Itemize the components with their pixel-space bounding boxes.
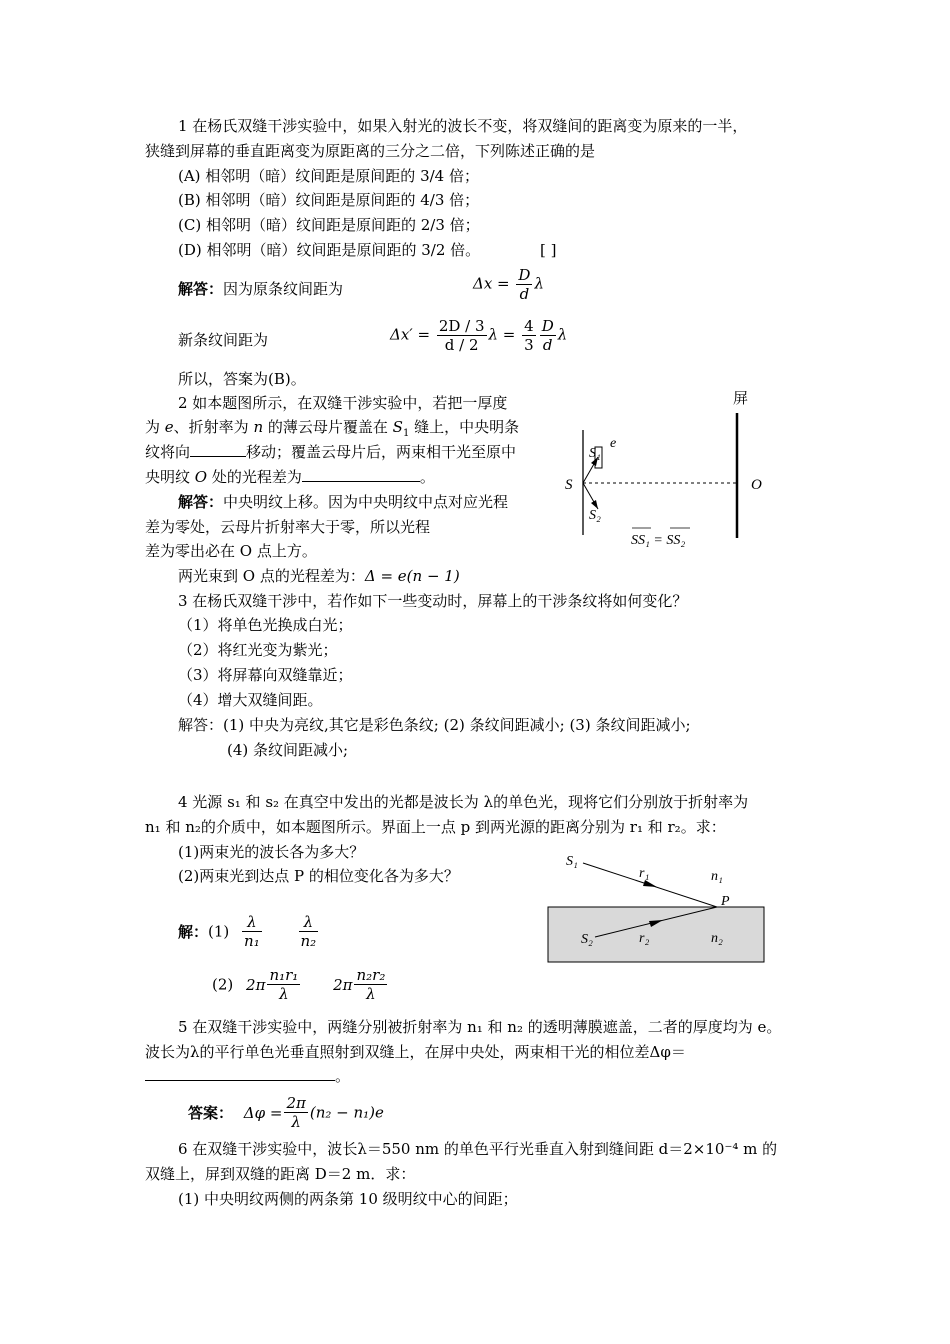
q1-new-label: 新条纹间距为	[178, 331, 269, 349]
q1-formula2-fraction1: $\frac{2D / 3}{d / 2}$	[438, 317, 485, 354]
q1-option-d: (D) 相邻明（暗）纹间距是原间距的 3/2 倍。	[178, 241, 481, 259]
q4-media-figure	[545, 845, 770, 970]
q2-answer2: 差为零处，云母片折射率大于零，所以光程	[145, 518, 431, 536]
q4-sub1: (1)两束光的波长各为多大？	[178, 843, 365, 861]
q4-answer2-fraction2: $\frac{\text{n₂r₂}}{\lambda}$	[356, 966, 386, 1003]
q2-fig-s: S	[565, 477, 573, 493]
q1-answer	[178, 279, 343, 299]
q4-fig-r2: r₂	[639, 931, 650, 946]
q2-line3: 纹将向 移动；覆盖云母片后，两束相干光至原中	[145, 443, 517, 461]
q1-formula2-fraction2: $\frac{4}{3}$	[524, 317, 534, 354]
q2-double-slit-figure	[555, 385, 785, 555]
q6-sub1: (1) 中央明纹两侧的两条第 10 级明纹中心的间距；	[178, 1190, 518, 1208]
q4-line2: n₁ 和 n₂的介质中，如本题图所示。界面上一点 p 到两光源的距离分别为 r₁ 和 r₂。求：	[145, 818, 726, 836]
q4-answer1: 解：(1) $\frac{\lambda}{\text{n₁}}$ $\frac{\lambda}{\text{n₂}}$	[178, 913, 317, 950]
q2-answer4: 两光束到 O 点的光程差为：Δ = e(n − 1)	[178, 567, 460, 585]
q2-line1: 2 如本题图所示，在双缝干涉实验中，若把一厚度	[178, 394, 508, 412]
q2-line2: 为 e、折射率为 n 的薄云母片覆盖在 $S_1$ 缝上，中央明条	[145, 418, 520, 439]
q6-line1: 6 在双缝干涉实验中，波长λ＝550 nm 的单色平行光垂直入射到缝间距 d＝2×10⁻⁴ m 的	[178, 1140, 778, 1158]
q4-sub2: (2)两束光到达点 P 的相位变化各为多大？	[178, 867, 459, 885]
q2-fig-screen-label: 屏	[733, 391, 749, 407]
q3-item-2: （2）将红光变为紫光；	[178, 641, 338, 659]
q4-fig-n1: n₁	[711, 869, 723, 884]
q2-blank-direction[interactable]	[190, 442, 246, 457]
q1-answer-label: 解答：	[178, 280, 224, 298]
q1-answer-text: 因为原条纹间距为	[223, 280, 344, 298]
q1-formula1: Δx = $\frac{D}{d}$ λ	[473, 266, 544, 303]
q1-formula2-fraction3: $\frac{D}{d}$	[541, 317, 554, 354]
q2-blank-path-difference[interactable]	[302, 467, 420, 482]
q5-answer-fraction: $\frac{2\pi}{\lambda}$	[286, 1094, 306, 1131]
q5-answer: 答案： Δφ = $\frac{2\pi}{\lambda}$ (n₂ − n₁)e	[188, 1094, 384, 1131]
q2-fig-e: e	[610, 436, 617, 451]
q4-answer2: (2) 2π $\frac{\text{n₁r₁}}{\lambda}$ 2π $\frac{\text{n₂r₂}}{\lambda}$	[212, 966, 386, 1003]
q4-fig-r1: r₁	[639, 866, 650, 881]
q4-answer2-fraction1: $\frac{\text{n₁r₁}}{\lambda}$	[269, 966, 299, 1003]
q1-option-a: (A) 相邻明（暗）纹间距是原间距的 3/4 倍；	[178, 167, 479, 185]
q2-answer3: 差为零出必在 O 点上方。	[145, 542, 317, 560]
q1-line1: 1 在杨氏双缝干涉实验中，如果入射光的波长不变，将双缝间的距离变为原来的一半，	[178, 117, 748, 135]
q1-conclusion: 所以，答案为(B)。	[178, 370, 306, 388]
q4-fig-s1: S₁	[566, 854, 578, 869]
q5-line1: 5 在双缝干涉实验中，两缝分别被折射率为 n₁ 和 n₂ 的透明薄膜遮盖，二者的厚度均为 e。	[178, 1018, 782, 1036]
q3-answer2: (4) 条纹间距减小;	[227, 741, 349, 759]
q4-answer1-fraction1: $\frac{\lambda}{\text{n₁}}$	[244, 913, 260, 950]
q4-fig-n2: n₂	[711, 931, 723, 946]
q3-answer1: 解答：(1) 中央为亮纹,其它是彩色条纹; (2) 条纹间距减小; (3) 条纹间距减小;	[178, 716, 691, 734]
q2-line4: 央明纹 O 处的光程差为 。	[145, 468, 435, 486]
q5-blank-phase-difference[interactable]	[145, 1066, 335, 1081]
q2-answer1: 解答：中央明纹上移。因为中央明纹中点对应光程	[178, 493, 509, 511]
q1-answer-bracket: [ ]	[540, 241, 557, 259]
q4-fig-p: P	[721, 894, 730, 909]
q5-line2: 波长为λ的平行单色光垂直照射到双缝上，在屏中央处，两束相干光的相位差Δφ＝	[145, 1043, 686, 1061]
q3-item-3: （3）将屏幕向双缝靠近；	[178, 666, 353, 684]
q1-option-b: (B) 相邻明（暗）纹间距是原间距的 4/3 倍；	[178, 191, 480, 209]
q6-line2: 双缝上，屏到双缝的距离 D＝2 m．求：	[145, 1165, 416, 1183]
q4-fig-s2: S₂	[581, 932, 593, 947]
q3-item-4: （4）增大双缝间距。	[178, 691, 323, 709]
q2-fig-s2: S₂	[589, 508, 601, 523]
q4-fig-arrow-r1	[643, 880, 657, 887]
q2-fig-equation: SS₁ = SS₂	[631, 533, 686, 548]
q4-line1: 4 光源 s₁ 和 s₂ 在真空中发出的光都是波长为 λ的单色光，现将它们分别放于折射率为	[178, 793, 749, 811]
q3-item-1: （1）将单色光换成白光；	[178, 616, 353, 634]
q5-line3: 。	[145, 1066, 350, 1086]
q2-fig-s1: S₁	[589, 446, 601, 461]
q1-formula1-fraction: $\frac{D}{d}$	[518, 266, 531, 303]
q4-answer1-fraction2: $\frac{\lambda}{\text{n₂}}$	[300, 913, 317, 950]
q1-line2: 狭缝到屏幕的垂直距离变为原距离的三分之二倍，下列陈述正确的是	[145, 142, 596, 160]
q1-option-c: (C) 相邻明（暗）纹间距是原间距的 2/3 倍；	[178, 216, 480, 234]
q1-formula2: Δx′ = $\frac{2D / 3}{d / 2}$ λ = $\frac{4}{3}$ $\frac{D}{d}$ λ	[390, 317, 568, 354]
q2-fig-o: O	[751, 477, 762, 493]
q3-line1: 3 在杨氏双缝干涉中，若作如下一些变动时，屏幕上的干涉条纹将如何变化？	[178, 592, 688, 610]
